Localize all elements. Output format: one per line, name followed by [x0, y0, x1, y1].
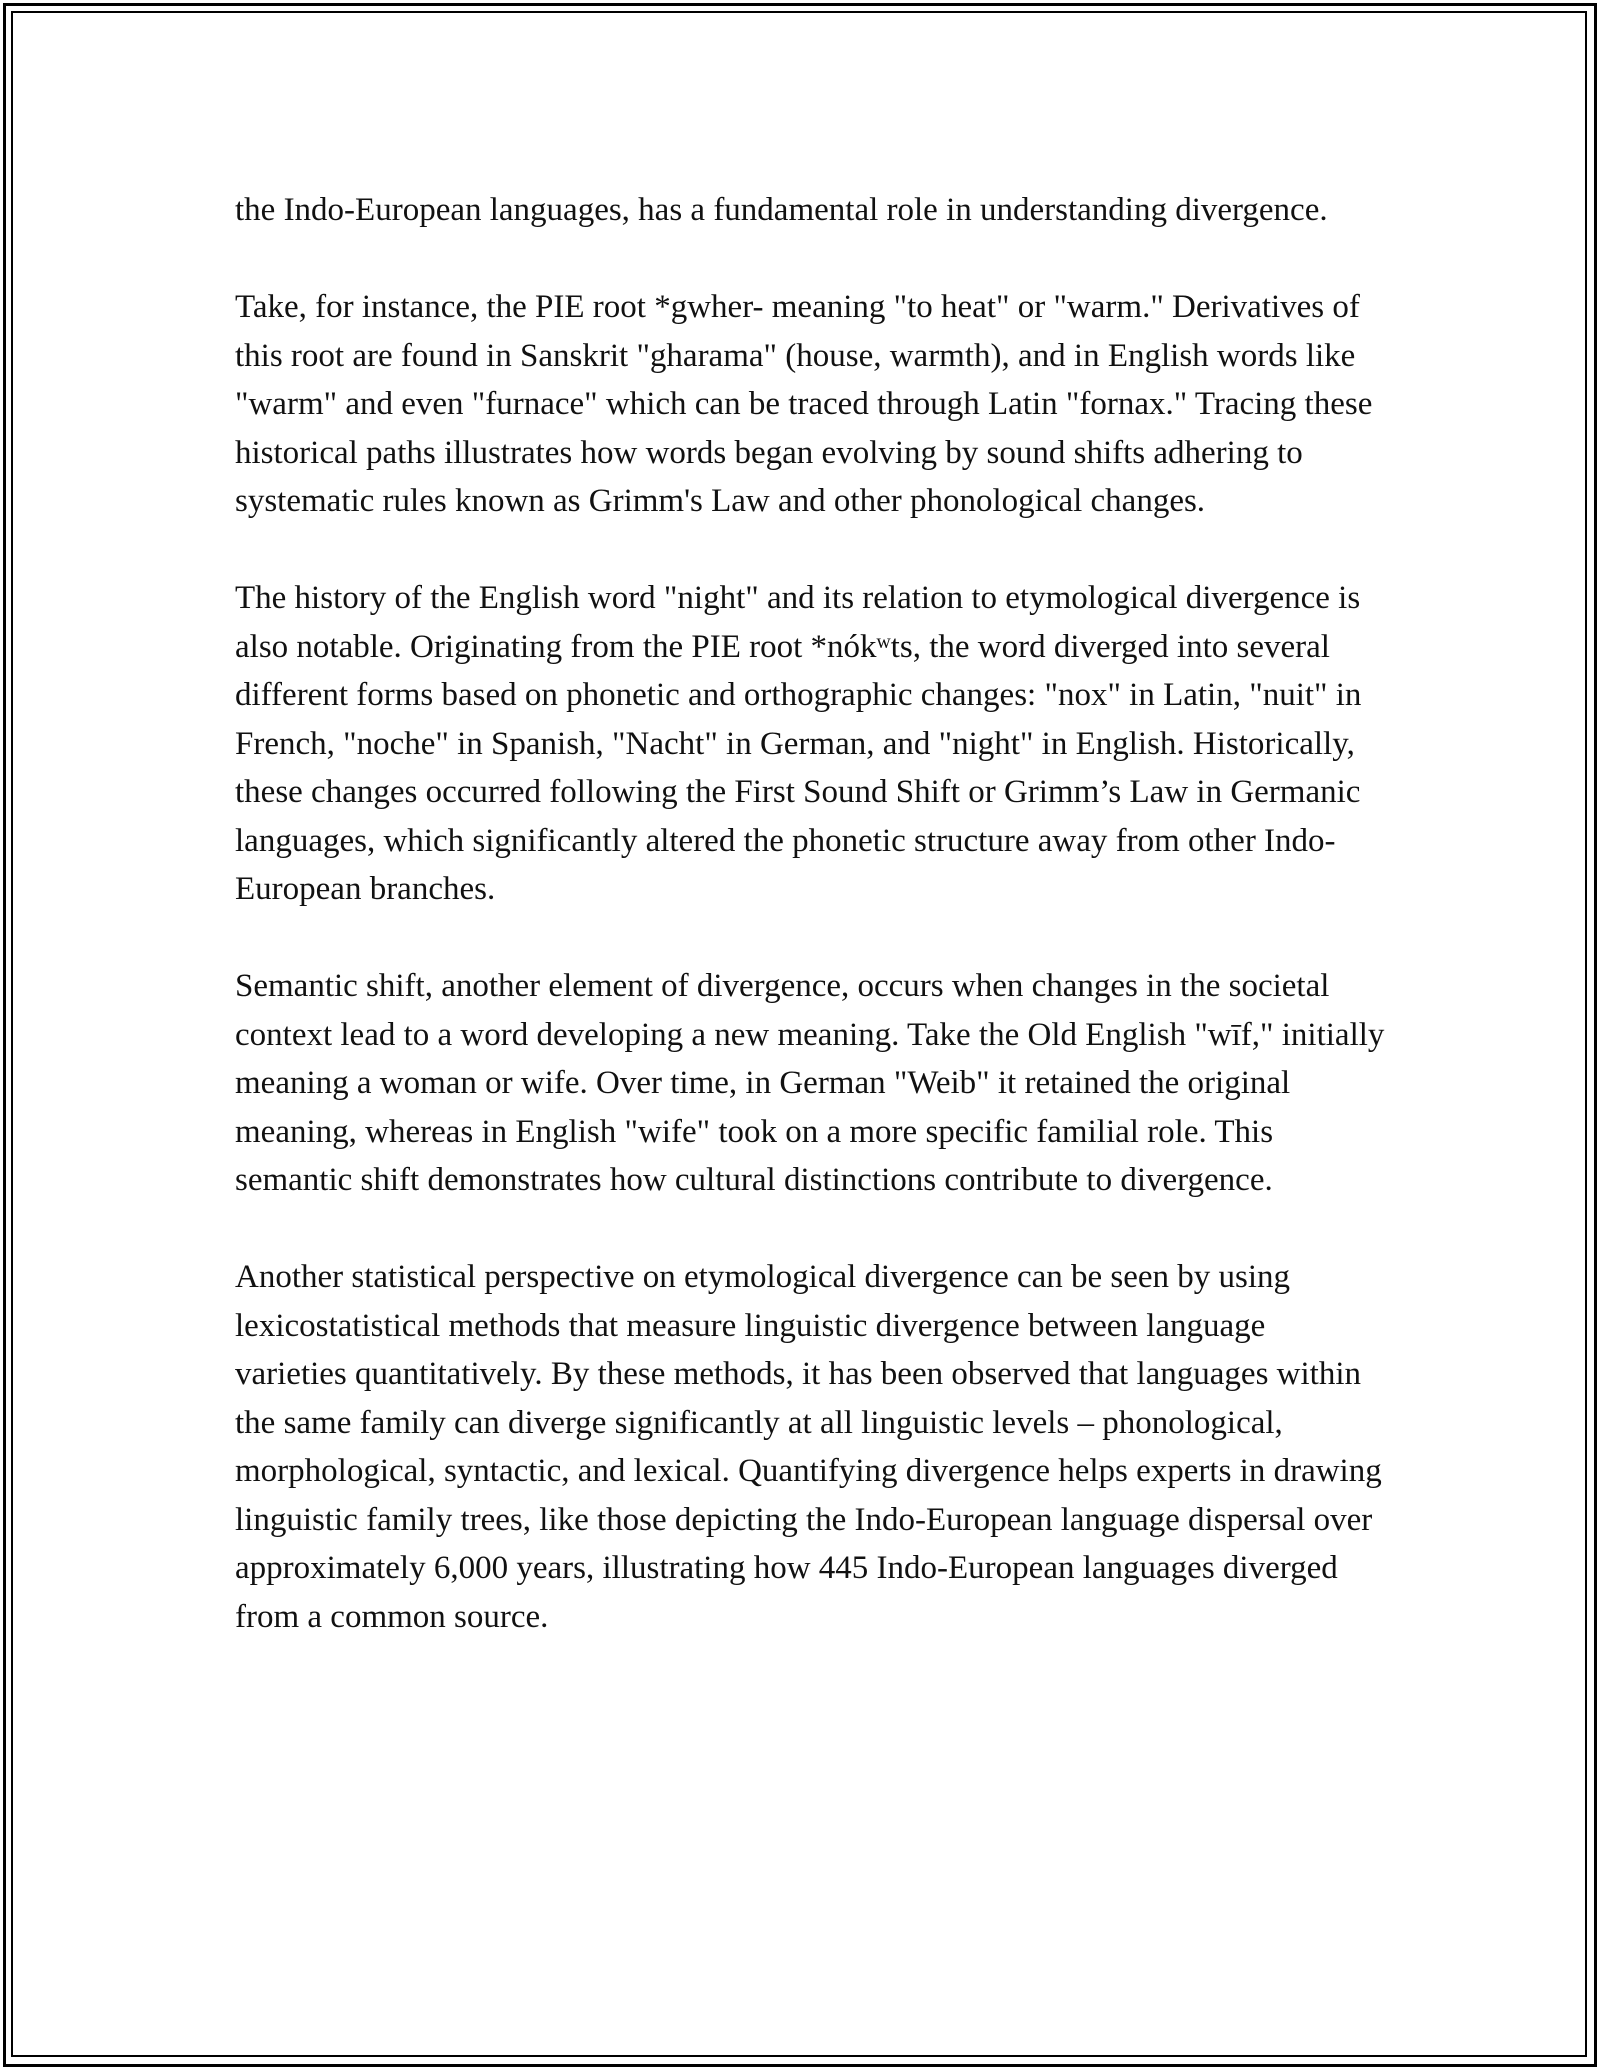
paragraph-gwher-root: Take, for instance, the PIE root *gwher- meaning "to heat" or "warm." Derivatives of this root are found in Sanskrit "gharama" (house, warmth), and in English words like "warm" and even "furnace" which can be traced through Latin "fornax." Tracing these historical paths illustrates how words began evolving by sound shifts adhering to systematic rules known as Grimm's Law and other phonological changes. — [235, 289, 1373, 519]
paragraph-night-history: The history of the English word "night" and its relation to etymological divergence is also notable. Originating from the PIE root *nókʷts, the word diverged into several different forms based on phonetic and orthographic changes: "nox" in Latin, "nuit" in French, "noche" in Spanish, "Nacht" in German, and "night" in English. Historically, these changes occurred following the First Sound Shift or Grimm’s Law in Germanic languages, which significantly altered the phonetic structure away from other Indo-European branches. — [235, 580, 1362, 907]
paragraph-semantic-shift: Semantic shift, another element of divergence, occurs when changes in the societal context lead to a word developing a new meaning. Take the Old English "wīf," initially meaning a woman or wife. Over time, in German "Weib" it retained the original meaning, whereas in English "wife" took on a more specific familial role. This semantic shift demonstrates how cultural distinctions contribute to divergence. — [235, 968, 1385, 1198]
paragraph-intro-continuation: the Indo-European languages, has a fundamental role in understanding divergence. — [235, 192, 1328, 228]
document-body — [235, 186, 1385, 1690]
paragraph-lexicostatistics: Another statistical perspective on etymological divergence can be seen by using lexicostatistical methods that measure linguistic divergence between language varieties quantitatively. By these methods, it has been observed that languages within the same family can diverge significantly at all linguistic levels – phonological, morphological, syntactic, and lexical. Quantifying divergence helps experts in drawing linguistic family trees, like those depicting the Indo-European language dispersal over approximately 6,000 years, illustrating how 445 Indo-European languages diverged from a common source. — [235, 1259, 1382, 1635]
